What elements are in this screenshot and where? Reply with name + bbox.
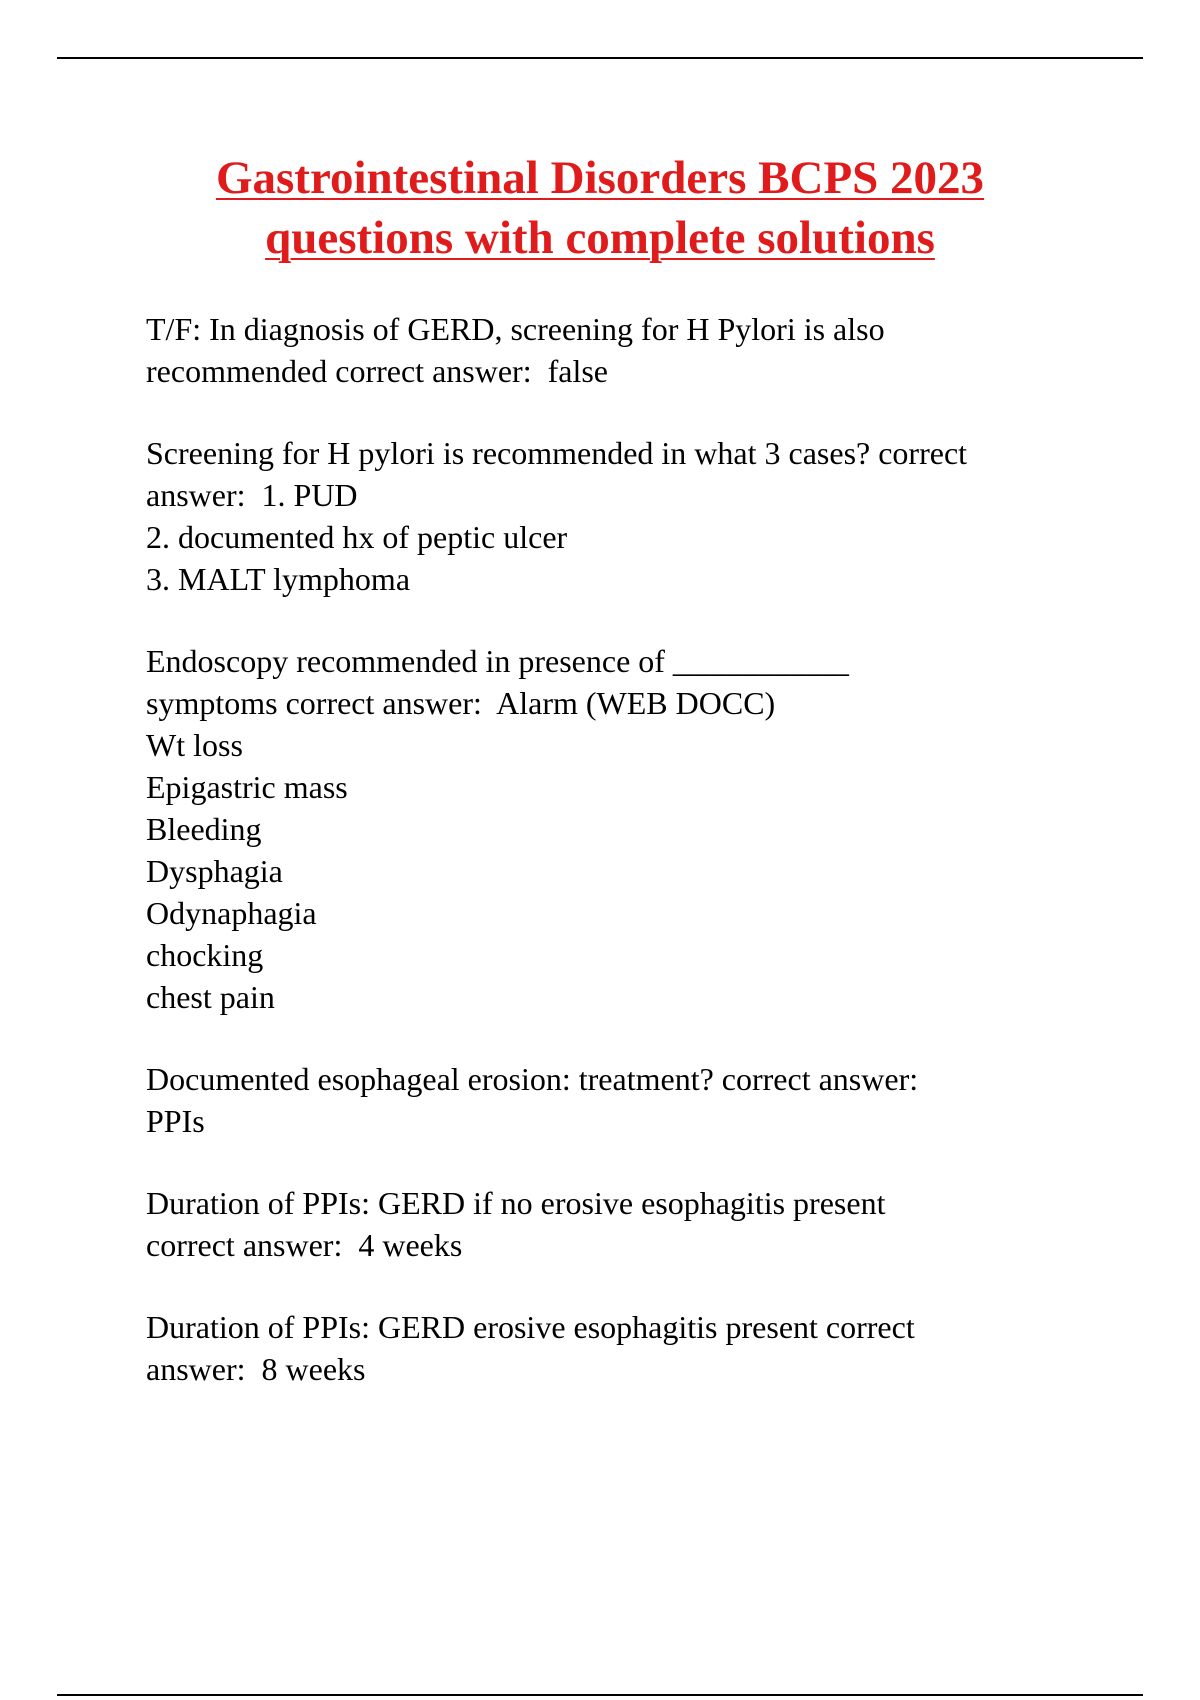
qa-item-3 [146, 640, 1136, 1018]
qa-item-5 [146, 1182, 1136, 1266]
qa-text-line: Duration of PPIs: GERD if no erosive esophagitis present [146, 1185, 886, 1221]
qa-item-1 [146, 308, 1136, 392]
qa-text-line: Endoscopy recommended in presence of ___________ [146, 643, 849, 679]
qa-text-line: 3. MALT lymphoma [146, 561, 411, 597]
qa-text-line: Wt loss [146, 727, 243, 763]
qa-text-line: symptoms correct answer: Alarm (WEB DOCC) [146, 685, 776, 721]
qa-text-line: Epigastric mass [146, 769, 348, 805]
qa-text-line: Duration of PPIs: GERD erosive esophagitis present correct [146, 1309, 915, 1345]
qa-text-line: Odynaphagia [146, 895, 317, 931]
qa-item-6 [146, 1306, 1136, 1390]
top-rule [57, 57, 1143, 59]
qa-text-line: chocking [146, 937, 264, 973]
qa-text-line: T/F: In diagnosis of GERD, screening for H Pylori is also [146, 311, 885, 347]
qa-text-line: Bleeding [146, 811, 262, 847]
qa-text-line: Documented esophageal erosion: treatment? correct answer: [146, 1061, 919, 1097]
qa-text-line: recommended correct answer: false [146, 353, 608, 389]
qa-text-line: PPIs [146, 1103, 205, 1139]
qa-text-line: Screening for H pylori is recommended in what 3 cases? correct [146, 435, 968, 471]
qa-text-line: answer: 8 weeks [146, 1351, 366, 1387]
qa-text-line: correct answer: 4 weeks [146, 1227, 463, 1263]
qa-item-2 [146, 432, 1136, 600]
document-title [60, 148, 1140, 268]
qa-text-line: answer: 1. PUD [146, 477, 358, 513]
qa-text-line: 2. documented hx of peptic ulcer [146, 519, 568, 555]
qa-content [146, 308, 1136, 1430]
title-line-1: Gastrointestinal Disorders BCPS 2023 [215, 152, 985, 204]
qa-text-line: Dysphagia [146, 853, 283, 889]
title-line-2: questions with complete solutions [265, 212, 935, 264]
qa-item-4 [146, 1058, 1136, 1142]
qa-text-line: chest pain [146, 979, 275, 1015]
bottom-rule [57, 1694, 1143, 1696]
